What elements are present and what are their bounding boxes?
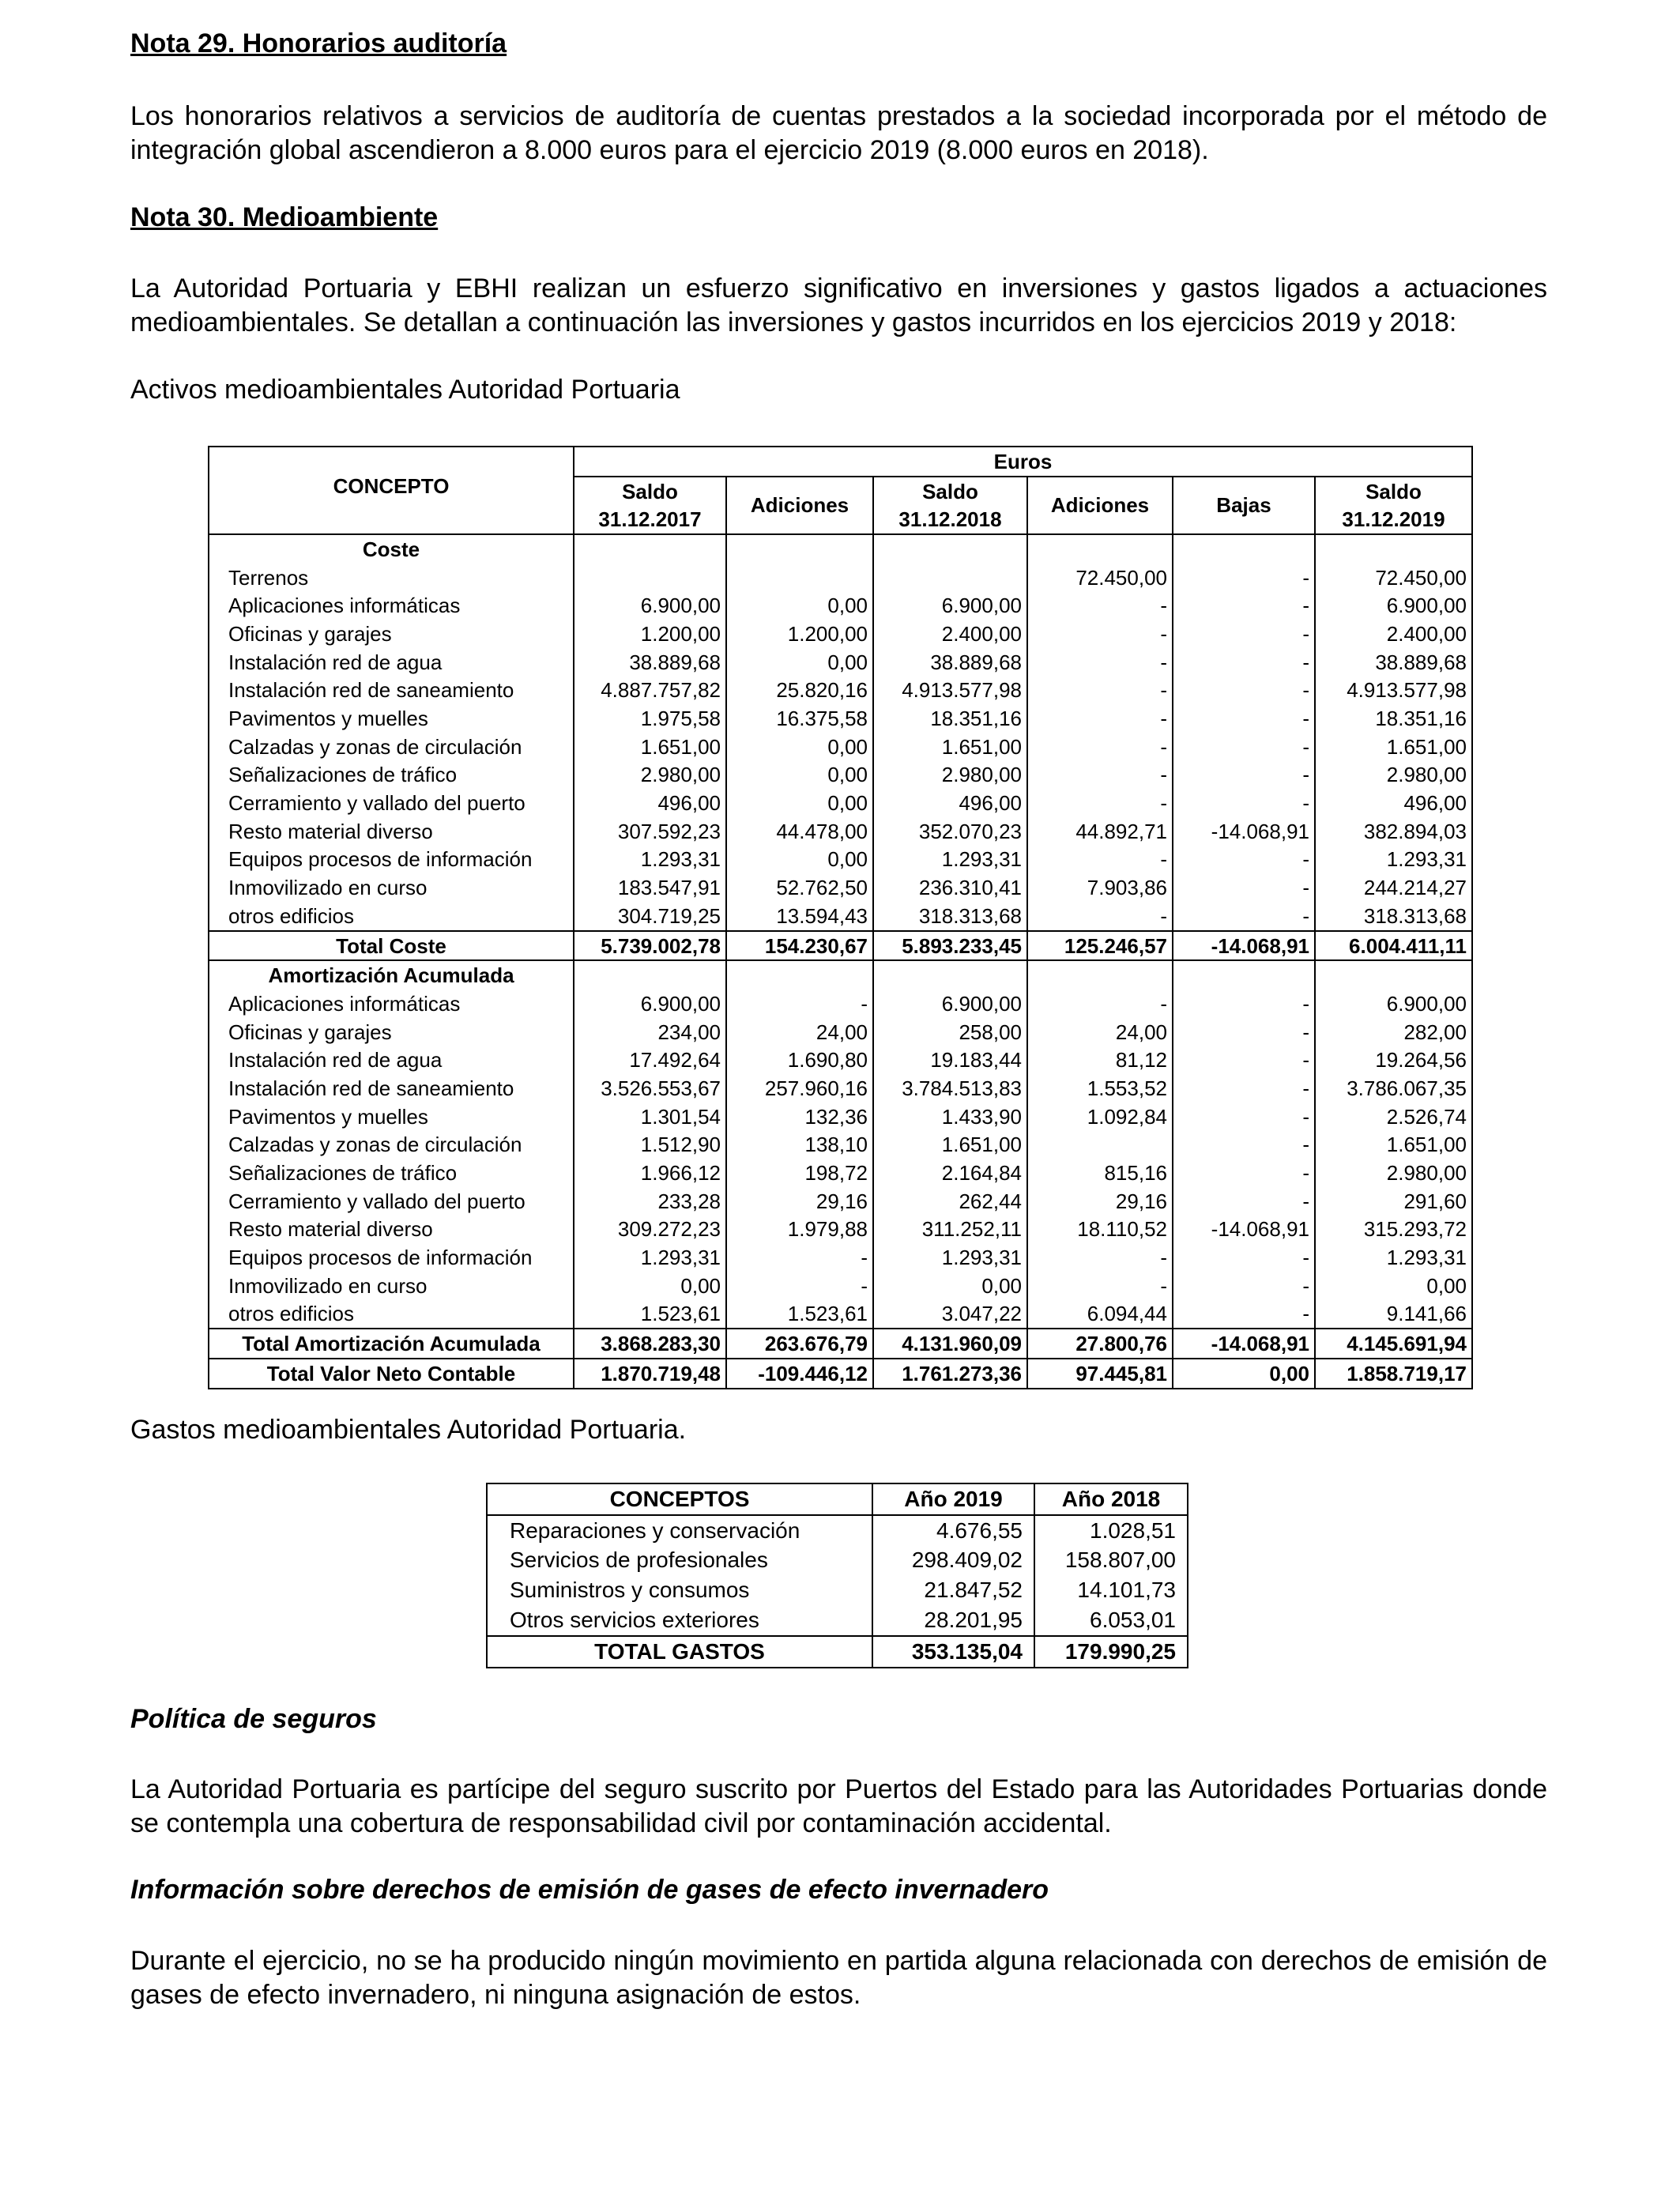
empty-cell bbox=[1027, 534, 1173, 564]
row-label: Inmovilizado en curso bbox=[209, 873, 574, 902]
table-row bbox=[209, 704, 1472, 733]
value-cell: 1.979,88 bbox=[726, 1216, 873, 1244]
row-label: Pavimentos y muelles bbox=[209, 704, 574, 733]
table-row bbox=[209, 789, 1472, 817]
value-cell: 18.110,52 bbox=[1027, 1216, 1173, 1244]
value-cell: 29,16 bbox=[726, 1187, 873, 1216]
value-cell: 44.892,71 bbox=[1027, 817, 1173, 846]
total-row bbox=[209, 931, 1472, 961]
value-cell: 1.651,00 bbox=[873, 1131, 1027, 1159]
value-cell: - bbox=[1027, 704, 1173, 733]
table-row bbox=[209, 1046, 1472, 1074]
value-cell: 0,00 bbox=[1315, 1272, 1472, 1300]
value-cell: 1.553,52 bbox=[1027, 1074, 1173, 1103]
table-row bbox=[209, 1018, 1472, 1046]
value-cell: 3.786.067,35 bbox=[1315, 1074, 1472, 1103]
value-cell: 282,00 bbox=[1315, 1018, 1472, 1046]
nota30-title: Nota 30. Medioambiente bbox=[130, 202, 439, 232]
table-row bbox=[209, 990, 1472, 1018]
value-cell: 298.409,02 bbox=[872, 1546, 1034, 1576]
value-cell: 315.293,72 bbox=[1315, 1216, 1472, 1244]
value-cell: 0,00 bbox=[726, 733, 873, 761]
total-value: -14.068,91 bbox=[1173, 1329, 1315, 1359]
value-cell: 38.889,68 bbox=[873, 648, 1027, 677]
value-cell: 1.293,31 bbox=[574, 1243, 726, 1272]
value-cell: 132,36 bbox=[726, 1103, 873, 1131]
value-cell: - bbox=[1173, 704, 1315, 733]
value-cell: - bbox=[726, 1272, 873, 1300]
total-label: Total Coste bbox=[209, 931, 574, 961]
empty-cell bbox=[1027, 960, 1173, 990]
value-cell: 44.478,00 bbox=[726, 817, 873, 846]
value-cell: 1.200,00 bbox=[574, 620, 726, 648]
value-cell: 6.900,00 bbox=[574, 591, 726, 620]
total-value: 353.135,04 bbox=[872, 1636, 1034, 1668]
emisiones-text: Durante el ejercicio, no se ha producido ningún movimiento en partida alguna relacionada con derechos de emisión de gases de efecto invernadero, ni ninguna asignación de estos. bbox=[130, 1946, 1547, 2010]
concept-header: CONCEPTO bbox=[209, 447, 574, 534]
value-cell: - bbox=[1027, 990, 1173, 1018]
value-cell: 258,00 bbox=[873, 1018, 1027, 1046]
row-label: Reparaciones y conservación bbox=[510, 1517, 800, 1543]
total-value: 4.131.960,09 bbox=[873, 1329, 1027, 1359]
value-cell: - bbox=[1027, 846, 1173, 874]
value-cell: 9.141,66 bbox=[1315, 1300, 1472, 1329]
col-header: Saldo bbox=[574, 477, 726, 506]
total-value: 5.739.002,78 bbox=[574, 931, 726, 961]
table-row bbox=[209, 620, 1472, 648]
col-header-date: 31.12.2017 bbox=[574, 505, 726, 534]
table-row bbox=[209, 1216, 1472, 1244]
value-cell: - bbox=[1173, 846, 1315, 874]
value-cell: - bbox=[1027, 677, 1173, 705]
value-cell bbox=[1027, 1131, 1173, 1159]
table-row bbox=[209, 1300, 1472, 1329]
value-cell: 1.293,31 bbox=[873, 846, 1027, 874]
row-label: Instalación red de agua bbox=[209, 1046, 574, 1074]
total-value: 1.870.719,48 bbox=[574, 1359, 726, 1389]
table-row bbox=[209, 564, 1472, 592]
value-cell: 24,00 bbox=[726, 1018, 873, 1046]
value-cell: 1.512,90 bbox=[574, 1131, 726, 1159]
table-row bbox=[487, 1546, 1188, 1576]
row-label: otros edificios bbox=[209, 902, 574, 931]
value-cell: 1.293,31 bbox=[1315, 846, 1472, 874]
table-row bbox=[209, 733, 1472, 761]
section-row bbox=[209, 960, 1472, 990]
value-cell: 233,28 bbox=[574, 1187, 726, 1216]
row-label: Oficinas y garajes bbox=[209, 1018, 574, 1046]
col-header: Bajas bbox=[1173, 477, 1315, 534]
total-value: 3.868.283,30 bbox=[574, 1329, 726, 1359]
value-cell: 1.200,00 bbox=[726, 620, 873, 648]
value-cell: 0,00 bbox=[726, 648, 873, 677]
value-cell: - bbox=[1027, 1243, 1173, 1272]
value-cell: - bbox=[1173, 1159, 1315, 1187]
value-cell bbox=[726, 564, 873, 592]
row-label: Cerramiento y vallado del puerto bbox=[209, 1187, 574, 1216]
value-cell: - bbox=[1173, 677, 1315, 705]
value-cell: - bbox=[1173, 1243, 1315, 1272]
value-cell: 234,00 bbox=[574, 1018, 726, 1046]
table-row bbox=[487, 1605, 1188, 1636]
section-label: Coste bbox=[209, 534, 574, 564]
value-cell: 3.784.513,83 bbox=[873, 1074, 1027, 1103]
total-value: 97.445,81 bbox=[1027, 1359, 1173, 1389]
euros-header: Euros bbox=[574, 447, 1472, 477]
table-row bbox=[209, 648, 1472, 677]
value-cell: 815,16 bbox=[1027, 1159, 1173, 1187]
value-cell: 4.887.757,82 bbox=[574, 677, 726, 705]
col-header: Saldo bbox=[1315, 477, 1472, 506]
col-header-date: 31.12.2018 bbox=[873, 505, 1027, 534]
row-label: Servicios de profesionales bbox=[510, 1547, 768, 1573]
emisiones-title: Información sobre derechos de emisión de gases de efecto invernadero bbox=[130, 1875, 1049, 1905]
value-cell: 1.433,90 bbox=[873, 1103, 1027, 1131]
value-cell: - bbox=[1027, 761, 1173, 790]
empty-cell bbox=[574, 960, 726, 990]
value-cell: 1.966,12 bbox=[574, 1159, 726, 1187]
value-cell: 1.028,51 bbox=[1034, 1515, 1188, 1546]
value-cell: - bbox=[1027, 789, 1173, 817]
row-label: Señalizaciones de tráfico bbox=[209, 761, 574, 790]
empty-cell bbox=[1315, 534, 1472, 564]
value-cell: 1.651,00 bbox=[1315, 733, 1472, 761]
value-cell: 19.264,56 bbox=[1315, 1046, 1472, 1074]
value-cell: 198,72 bbox=[726, 1159, 873, 1187]
total-value: 4.145.691,94 bbox=[1315, 1329, 1472, 1359]
total-value: 125.246,57 bbox=[1027, 931, 1173, 961]
total-label: Total Valor Neto Contable bbox=[209, 1359, 574, 1389]
value-cell: -14.068,91 bbox=[1173, 817, 1315, 846]
value-cell: 0,00 bbox=[726, 761, 873, 790]
value-cell: 52.762,50 bbox=[726, 873, 873, 902]
table-row bbox=[209, 1272, 1472, 1300]
value-cell: 3.526.553,67 bbox=[574, 1074, 726, 1103]
expenses-caption: Gastos medioambientales Autoridad Portuaria. bbox=[130, 1415, 687, 1445]
row-label: Señalizaciones de tráfico bbox=[209, 1159, 574, 1187]
table-row bbox=[209, 1187, 1472, 1216]
value-cell: - bbox=[726, 990, 873, 1018]
empty-cell bbox=[726, 534, 873, 564]
value-cell: 81,12 bbox=[1027, 1046, 1173, 1074]
value-cell: 21.847,52 bbox=[872, 1575, 1034, 1605]
value-cell: 1.651,00 bbox=[873, 733, 1027, 761]
value-cell: 6.900,00 bbox=[873, 990, 1027, 1018]
value-cell: 2.980,00 bbox=[574, 761, 726, 790]
value-cell: 6.053,01 bbox=[1034, 1605, 1188, 1636]
value-cell: 1.293,31 bbox=[1315, 1243, 1472, 1272]
total-value: -14.068,91 bbox=[1173, 931, 1315, 961]
value-cell: 18.351,16 bbox=[1315, 704, 1472, 733]
value-cell: 2.980,00 bbox=[873, 761, 1027, 790]
value-cell: 6.900,00 bbox=[574, 990, 726, 1018]
value-cell: - bbox=[1027, 591, 1173, 620]
table-row bbox=[209, 1074, 1472, 1103]
total-label: TOTAL GASTOS bbox=[487, 1636, 872, 1668]
value-cell: - bbox=[1173, 1187, 1315, 1216]
value-cell: 1.523,61 bbox=[574, 1300, 726, 1329]
row-label: Oficinas y garajes bbox=[209, 620, 574, 648]
value-cell: - bbox=[1027, 620, 1173, 648]
value-cell: 38.889,68 bbox=[574, 648, 726, 677]
value-cell: 2.164,84 bbox=[873, 1159, 1027, 1187]
value-cell: 17.492,64 bbox=[574, 1046, 726, 1074]
value-cell: 236.310,41 bbox=[873, 873, 1027, 902]
value-cell: 158.807,00 bbox=[1034, 1546, 1188, 1576]
row-label: Calzadas y zonas de circulación bbox=[209, 1131, 574, 1159]
table-row bbox=[209, 1131, 1472, 1159]
value-cell: 262,44 bbox=[873, 1187, 1027, 1216]
value-cell: 0,00 bbox=[726, 846, 873, 874]
row-label: otros edificios bbox=[209, 1300, 574, 1329]
value-cell: 352.070,23 bbox=[873, 817, 1027, 846]
value-cell: 16.375,58 bbox=[726, 704, 873, 733]
value-cell bbox=[574, 564, 726, 592]
value-cell: 1.975,58 bbox=[574, 704, 726, 733]
row-label: Inmovilizado en curso bbox=[209, 1272, 574, 1300]
value-cell: 1.301,54 bbox=[574, 1103, 726, 1131]
total-row bbox=[487, 1636, 1188, 1668]
row-label: Equipos procesos de información bbox=[209, 1243, 574, 1272]
section-label: Amortización Acumulada bbox=[209, 960, 574, 990]
value-cell: 25.820,16 bbox=[726, 677, 873, 705]
value-cell: 307.592,23 bbox=[574, 817, 726, 846]
row-label: Suministros y consumos bbox=[510, 1578, 750, 1603]
nota29-text: Los honorarios relativos a servicios de auditoría de cuentas prestados a la sociedad incorporada por el método de integración global ascendieron a 8.000 euros para el ejercicio 2019 (8.000 euros en 2018). bbox=[130, 101, 1547, 165]
environmental-assets-table bbox=[208, 446, 1473, 1389]
value-cell: - bbox=[1173, 1018, 1315, 1046]
value-cell: 29,16 bbox=[1027, 1187, 1173, 1216]
value-cell: 1.523,61 bbox=[726, 1300, 873, 1329]
table-row bbox=[209, 761, 1472, 790]
value-cell: 1.651,00 bbox=[1315, 1131, 1472, 1159]
total-value: -109.446,12 bbox=[726, 1359, 873, 1389]
table-row bbox=[209, 591, 1472, 620]
value-cell: - bbox=[1027, 1272, 1173, 1300]
value-cell: 244.214,27 bbox=[1315, 873, 1472, 902]
value-cell: - bbox=[726, 1243, 873, 1272]
row-label: Resto material diverso bbox=[209, 1216, 574, 1244]
value-cell: - bbox=[1173, 1103, 1315, 1131]
value-cell: 38.889,68 bbox=[1315, 648, 1472, 677]
value-cell: 13.594,43 bbox=[726, 902, 873, 931]
value-cell: 0,00 bbox=[726, 789, 873, 817]
table-row bbox=[209, 1103, 1472, 1131]
value-cell: 382.894,03 bbox=[1315, 817, 1472, 846]
value-cell: 18.351,16 bbox=[873, 704, 1027, 733]
total-value: 5.893.233,45 bbox=[873, 931, 1027, 961]
value-cell: 496,00 bbox=[873, 789, 1027, 817]
row-label: Aplicaciones informáticas bbox=[209, 990, 574, 1018]
value-cell: - bbox=[1173, 591, 1315, 620]
value-cell: - bbox=[1173, 1272, 1315, 1300]
assets-caption: Activos medioambientales Autoridad Portuaria bbox=[130, 375, 680, 405]
table-row bbox=[487, 1575, 1188, 1605]
value-cell: 318.313,68 bbox=[873, 902, 1027, 931]
total-value: 0,00 bbox=[1173, 1359, 1315, 1389]
value-cell: 304.719,25 bbox=[574, 902, 726, 931]
table-row bbox=[209, 817, 1472, 846]
value-cell: - bbox=[1173, 789, 1315, 817]
value-cell: 6.900,00 bbox=[1315, 591, 1472, 620]
value-cell: 24,00 bbox=[1027, 1018, 1173, 1046]
value-cell: 1.690,80 bbox=[726, 1046, 873, 1074]
row-label: Cerramiento y vallado del puerto bbox=[209, 789, 574, 817]
value-cell: 0,00 bbox=[574, 1272, 726, 1300]
row-label: Calzadas y zonas de circulación bbox=[209, 733, 574, 761]
value-cell: 2.400,00 bbox=[873, 620, 1027, 648]
row-label: Aplicaciones informáticas bbox=[209, 591, 574, 620]
row-label: Resto material diverso bbox=[209, 817, 574, 846]
total-value: 27.800,76 bbox=[1027, 1329, 1173, 1359]
value-cell: 19.183,44 bbox=[873, 1046, 1027, 1074]
value-cell: - bbox=[1173, 990, 1315, 1018]
value-cell: 496,00 bbox=[1315, 789, 1472, 817]
value-cell: -14.068,91 bbox=[1173, 1216, 1315, 1244]
value-cell: - bbox=[1173, 733, 1315, 761]
col-header: Adiciones bbox=[726, 477, 873, 534]
empty-cell bbox=[574, 534, 726, 564]
value-cell: 7.903,86 bbox=[1027, 873, 1173, 902]
value-cell: 4.913.577,98 bbox=[1315, 677, 1472, 705]
value-cell: 2.980,00 bbox=[1315, 761, 1472, 790]
value-cell bbox=[873, 564, 1027, 592]
table-row bbox=[209, 1243, 1472, 1272]
table-row bbox=[487, 1515, 1188, 1546]
value-cell: 4.913.577,98 bbox=[873, 677, 1027, 705]
value-cell: 14.101,73 bbox=[1034, 1575, 1188, 1605]
value-cell: - bbox=[1173, 648, 1315, 677]
value-cell: - bbox=[1173, 1300, 1315, 1329]
empty-cell bbox=[873, 534, 1027, 564]
value-cell: 6.900,00 bbox=[873, 591, 1027, 620]
value-cell: - bbox=[1027, 902, 1173, 931]
total-value: 6.004.411,11 bbox=[1315, 931, 1472, 961]
row-label: Pavimentos y muelles bbox=[209, 1103, 574, 1131]
empty-cell bbox=[1315, 960, 1472, 990]
table-row bbox=[209, 873, 1472, 902]
table-row bbox=[209, 1159, 1472, 1187]
value-cell: 1.092,84 bbox=[1027, 1103, 1173, 1131]
value-cell: - bbox=[1173, 1074, 1315, 1103]
value-cell: - bbox=[1173, 902, 1315, 931]
value-cell: 3.047,22 bbox=[873, 1300, 1027, 1329]
value-cell: 1.651,00 bbox=[574, 733, 726, 761]
seguros-title: Política de seguros bbox=[130, 1704, 377, 1734]
col-header: Saldo bbox=[873, 477, 1027, 506]
value-cell: - bbox=[1173, 620, 1315, 648]
total-value: 263.676,79 bbox=[726, 1329, 873, 1359]
total-row bbox=[209, 1359, 1472, 1389]
nota29-title: Nota 29. Honorarios auditoría bbox=[130, 28, 507, 58]
row-label: Otros servicios exteriores bbox=[510, 1608, 759, 1633]
row-label: Terrenos bbox=[209, 564, 574, 592]
value-cell: 0,00 bbox=[873, 1272, 1027, 1300]
value-cell: - bbox=[1173, 761, 1315, 790]
row-label: Equipos procesos de información bbox=[209, 846, 574, 874]
total-row bbox=[209, 1329, 1472, 1359]
seguros-text: La Autoridad Portuaria es partícipe del seguro suscrito por Puertos del Estado para las Autoridades Portuarias donde se contempla una cobertura de responsabilidad civil por contaminación accidental. bbox=[130, 1774, 1547, 1838]
total-value: 1.858.719,17 bbox=[1315, 1359, 1472, 1389]
value-cell: 28.201,95 bbox=[872, 1605, 1034, 1636]
row-label: Instalación red de agua bbox=[209, 648, 574, 677]
total-value: 154.230,67 bbox=[726, 931, 873, 961]
value-cell: 1.293,31 bbox=[574, 846, 726, 874]
value-cell: - bbox=[1173, 564, 1315, 592]
total-value: 179.990,25 bbox=[1034, 1636, 1188, 1668]
value-cell: - bbox=[1173, 1046, 1315, 1074]
empty-cell bbox=[873, 960, 1027, 990]
environmental-expenses-table bbox=[486, 1483, 1188, 1668]
value-cell: 6.900,00 bbox=[1315, 990, 1472, 1018]
section-row bbox=[209, 534, 1472, 564]
col-header: Adiciones bbox=[1027, 477, 1173, 534]
empty-cell bbox=[726, 960, 873, 990]
value-cell: 311.252,11 bbox=[873, 1216, 1027, 1244]
value-cell: - bbox=[1027, 648, 1173, 677]
value-cell: 2.980,00 bbox=[1315, 1159, 1472, 1187]
value-cell: - bbox=[1173, 873, 1315, 902]
empty-cell bbox=[1173, 534, 1315, 564]
total-value: 1.761.273,36 bbox=[873, 1359, 1027, 1389]
value-cell: 138,10 bbox=[726, 1131, 873, 1159]
value-cell: 0,00 bbox=[726, 591, 873, 620]
expenses-header: CONCEPTOS bbox=[487, 1483, 872, 1515]
value-cell: 318.313,68 bbox=[1315, 902, 1472, 931]
table-row bbox=[209, 902, 1472, 931]
value-cell: 183.547,91 bbox=[574, 873, 726, 902]
value-cell: 257.960,16 bbox=[726, 1074, 873, 1103]
col-header-date: 31.12.2019 bbox=[1315, 505, 1472, 534]
value-cell: 1.293,31 bbox=[873, 1243, 1027, 1272]
value-cell: 2.526,74 bbox=[1315, 1103, 1472, 1131]
empty-cell bbox=[1173, 960, 1315, 990]
value-cell: 4.676,55 bbox=[872, 1515, 1034, 1546]
value-cell: 496,00 bbox=[574, 789, 726, 817]
value-cell: 72.450,00 bbox=[1027, 564, 1173, 592]
value-cell: 291,60 bbox=[1315, 1187, 1472, 1216]
value-cell: - bbox=[1173, 1131, 1315, 1159]
row-label: Instalación red de saneamiento bbox=[209, 1074, 574, 1103]
value-cell: 309.272,23 bbox=[574, 1216, 726, 1244]
value-cell: 72.450,00 bbox=[1315, 564, 1472, 592]
table-row bbox=[209, 677, 1472, 705]
value-cell: - bbox=[1027, 733, 1173, 761]
nota30-text: La Autoridad Portuaria y EBHI realizan un esfuerzo significativo en inversiones y gastos ligados a actuaciones medioambientales. Se detallan a continuación las inversiones y gastos incurridos en los ejercicios 2019 y 2018: bbox=[130, 273, 1547, 337]
total-label: Total Amortización Acumulada bbox=[209, 1329, 574, 1359]
row-label: Instalación red de saneamiento bbox=[209, 677, 574, 705]
expenses-header: Año 2018 bbox=[1034, 1483, 1188, 1515]
expenses-header: Año 2019 bbox=[872, 1483, 1034, 1515]
value-cell: 2.400,00 bbox=[1315, 620, 1472, 648]
table-row bbox=[209, 846, 1472, 874]
value-cell: 6.094,44 bbox=[1027, 1300, 1173, 1329]
